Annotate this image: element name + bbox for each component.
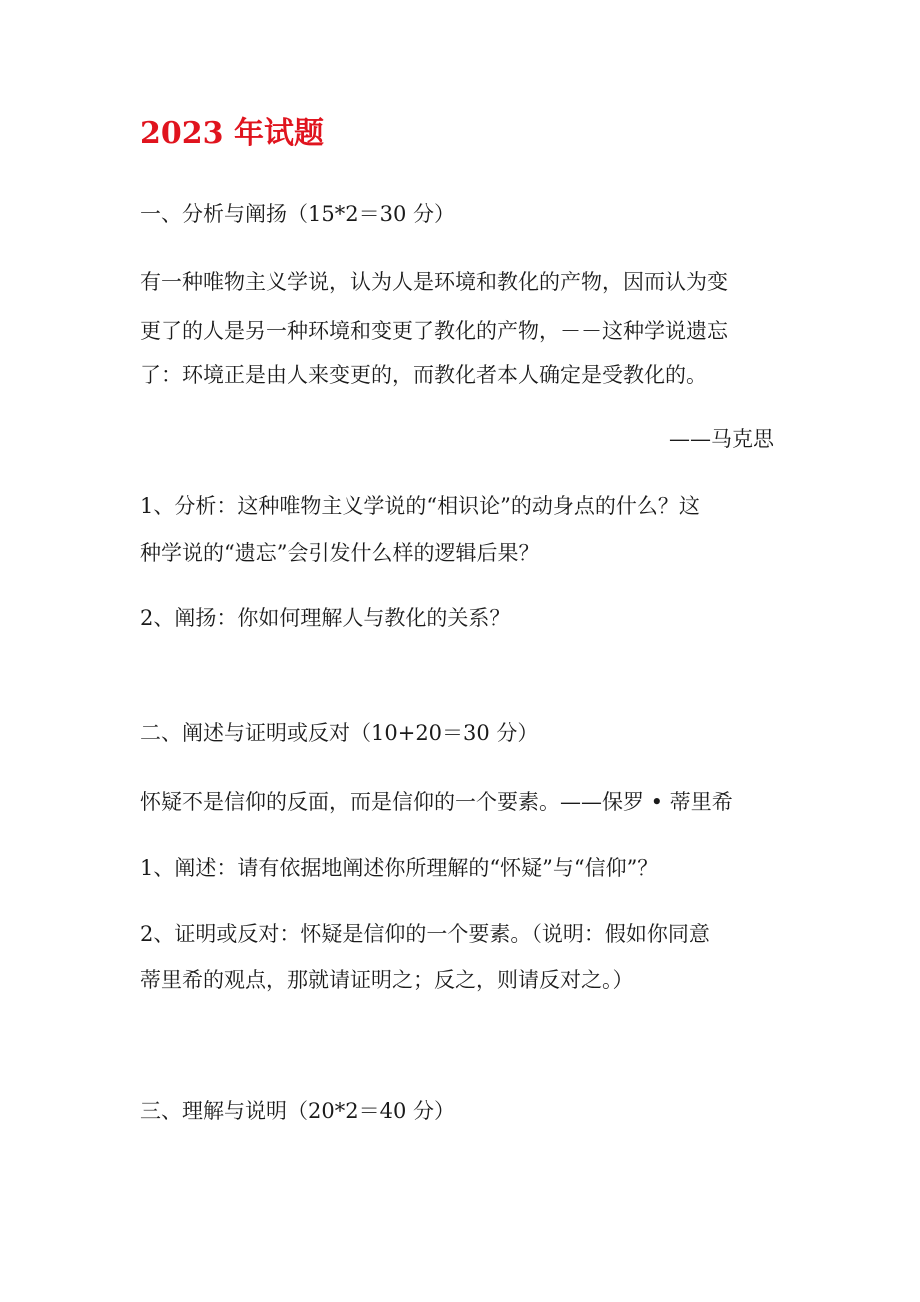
section-1-passage-line-3: 了：环境正是由人来变更的，而教化者本人确定是受教化的。: [140, 363, 707, 387]
question-2-2-line-1: 2、证明或反对：怀疑是信仰的一个要素。（说明：假如你同意: [140, 922, 710, 946]
section-1-heading: 一、分析与阐扬（15*2＝30 分）: [140, 202, 455, 226]
section-2-heading: 二、阐述与证明或反对（10+20＝30 分）: [140, 721, 539, 745]
question-2-2-line-2: 蒂里希的观点，那就请证明之；反之，则请反对之。）: [140, 968, 634, 992]
page-title: 2023 年试题: [140, 116, 324, 151]
section-1-passage-line-2: 更了的人是另一种环境和变更了教化的产物，－－这种学说遗忘: [140, 319, 728, 343]
question-2-1: 1、阐述：请有依据地阐述你所理解的“怀疑”与“信仰”？: [140, 856, 659, 880]
section-3-heading: 三、理解与说明（20*2＝40 分）: [140, 1099, 455, 1123]
section-2-quote: 怀疑不是信仰的反面，而是信仰的一个要素。——保罗 • 蒂里希: [140, 790, 733, 814]
attribution: ——马克思: [669, 427, 774, 451]
question-1-2: 2、阐扬：你如何理解人与教化的关系？: [140, 606, 511, 630]
question-1-1-line-1: 1、分析：这种唯物主义学说的“相识论”的动身点的什么？这: [140, 494, 700, 518]
question-1-1-line-2: 种学说的“遗忘”会引发什么样的逻辑后果？: [140, 541, 540, 565]
section-1-passage-line-1: 有一种唯物主义学说，认为人是环境和教化的产物，因而认为变: [140, 270, 728, 294]
